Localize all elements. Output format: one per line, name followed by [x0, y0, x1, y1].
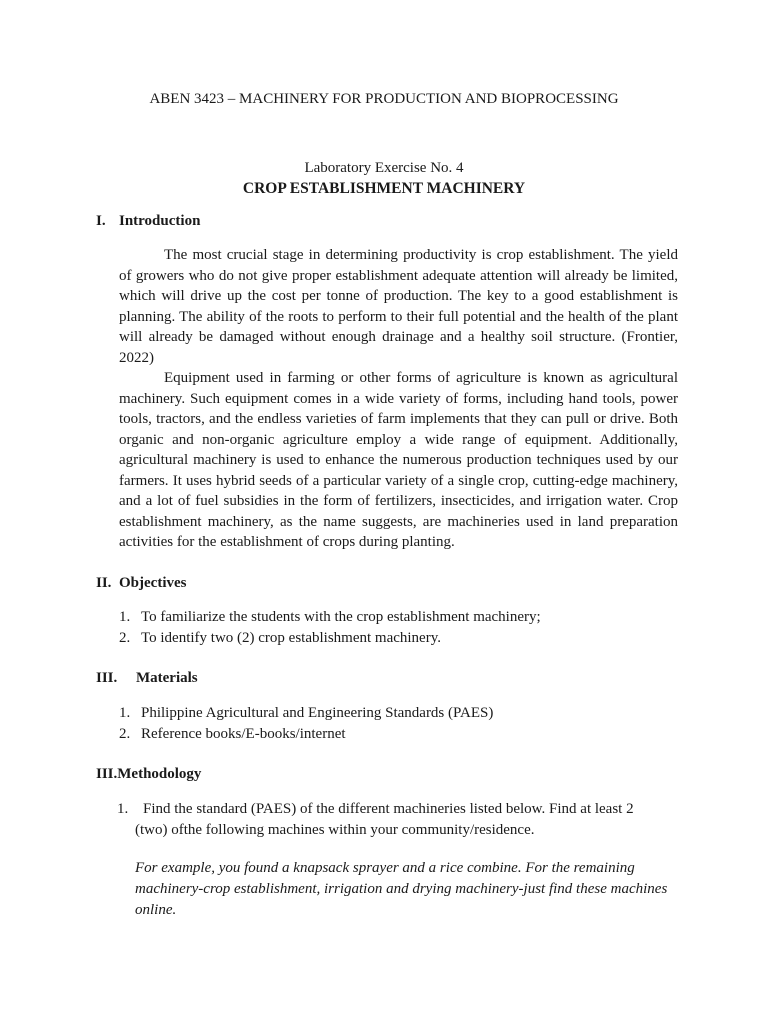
list-item	[119, 703, 493, 724]
methodology-heading	[96, 766, 201, 783]
section-title: Introduction	[119, 213, 201, 229]
item-number: 1.	[119, 609, 131, 625]
section-title: Materials	[136, 670, 198, 686]
section-number: III.	[96, 670, 118, 686]
item-text: To identify two (2) crop establishment machinery.	[141, 630, 441, 646]
item-number: 2.	[119, 726, 131, 742]
materials-list	[119, 703, 493, 745]
list-item	[119, 607, 541, 628]
section-number: I.	[96, 213, 106, 229]
item-text: Reference books/E-books/internet	[141, 726, 346, 742]
item-number: 2.	[119, 630, 131, 646]
objectives-heading	[96, 575, 186, 592]
section-number: II.	[96, 575, 112, 591]
step-number: 1.	[117, 801, 129, 817]
paragraph-text: The most crucial stage in determining productivity is crop establishment. The yield of growers who do not give proper establishment adequate attention will already be limited, which will drive up the cost per tonne of production. The key to a good establishment is planning. The ability of the roots to perform to their full potential and the health of the plant will already be damaged without enough drainage and a healthy soil structure. (Frontier, 2022)	[119, 247, 678, 366]
methodology-step-1	[117, 799, 677, 841]
step-text-continued: (two) ofthe following machines within your community/residence.	[135, 822, 535, 838]
introduction-heading	[96, 213, 200, 230]
lab-exercise-number: Laboratory Exercise No. 4	[304, 160, 464, 176]
list-item	[119, 628, 541, 649]
objectives-list	[119, 607, 541, 649]
methodology-example-note: For example, you found a knapsack sprayer and a rice combine. For the remaining machinery-crop establishment, irrigation and drying machinery-just find these machines online.	[135, 860, 668, 918]
materials-heading	[96, 670, 198, 687]
lab-exercise-title: CROP ESTABLISHMENT MACHINERY	[242, 180, 526, 197]
list-item	[119, 724, 493, 745]
section-title: Methodology	[117, 766, 202, 782]
step-text: Find the standard (PAES) of the different machineries listed below. Find at least 2	[143, 801, 634, 817]
introduction-paragraph-2	[119, 368, 678, 553]
item-text: To familiarize the students with the crop establishment machinery;	[141, 609, 541, 625]
introduction-paragraph-1	[119, 245, 678, 368]
item-number: 1.	[119, 705, 131, 721]
section-title: Objectives	[119, 575, 187, 591]
item-text: Philippine Agricultural and Engineering Standards (PAES)	[141, 705, 494, 721]
paragraph-text: Equipment used in farming or other forms of agriculture is known as agricultural machinery. Such equipment comes in a wide variety of forms, including hand tools, power tools, tractors, and the endless varieties of farm implements that they can pull or drive. Both organic and non-organic agriculture employ a wide range of equipment. Additionally, agricultural machinery is used to enhance the numerous production techniques used by our farmers. It uses hybrid seeds of a particular variety of a single crop, cutting-edge machinery, and a lot of fuel subsidies in the form of fertilizers, insecticides, and irrigation water. Crop establishment machinery, as the name suggests, are machineries used in land preparation activities for the establishment of crops during planting.	[119, 370, 678, 550]
course-title: ABEN 3423 – MACHINERY FOR PRODUCTION AND BIOPROCESSING	[149, 91, 619, 107]
section-number: III.	[96, 766, 118, 782]
